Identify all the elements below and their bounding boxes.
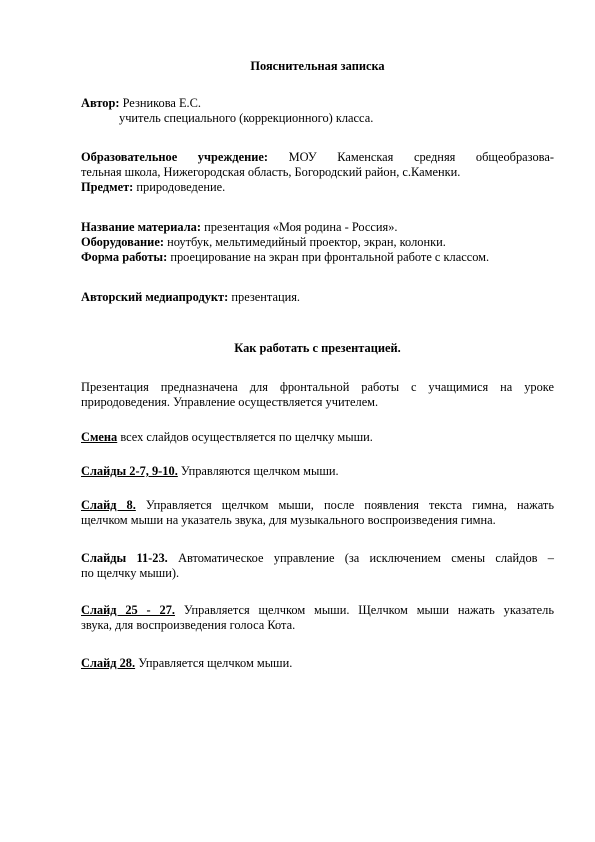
change-label: Смена xyxy=(81,430,118,444)
media-label: Авторский медиапродукт: xyxy=(81,290,229,304)
material-value: презентация «Моя родина - Россия». xyxy=(204,220,398,234)
page-title: Пояснительная записка xyxy=(250,59,385,73)
author-block xyxy=(81,96,554,126)
change-block xyxy=(81,430,554,445)
institution-value-1: МОУ Каменская средняя общеобразова- xyxy=(288,150,554,164)
slides-11-23-line1 xyxy=(81,551,554,566)
slide-8-label: Слайд 8. xyxy=(81,498,136,512)
author-line xyxy=(81,96,554,111)
slides-11-23-value-2: по щелчку мыши). xyxy=(81,566,180,580)
slides-2-10-value: Управляются щелчком мыши. xyxy=(180,464,339,478)
slides-11-23-block xyxy=(81,551,554,581)
slide-8-line1 xyxy=(81,498,554,513)
work-form-line xyxy=(81,250,554,265)
material-label: Название материала: xyxy=(81,220,201,234)
institution-value-2: тельная школа, Нижегородская область, Богородский район, с.Каменки. xyxy=(81,165,461,179)
institution-label: Образовательное учреждение: xyxy=(81,150,269,164)
material-line xyxy=(81,220,554,235)
slides-25-27-value-2: звука, для воспроизведения голоса Кота. xyxy=(81,618,296,632)
slides-25-27-block xyxy=(81,603,554,633)
equipment-label: Оборудование: xyxy=(81,235,164,249)
slides-2-10-label: Слайды 2-7, 9-10. xyxy=(81,464,178,478)
slides-2-10-block xyxy=(81,464,554,479)
intro-line1: Презентация предназначена для фронтальной работы с учащимися на уроке xyxy=(81,380,554,394)
subject-value: природоведение. xyxy=(136,180,226,194)
author-label: Автор: xyxy=(81,96,120,110)
media-block xyxy=(81,290,554,305)
equipment-value: ноутбук, мельтимедийный проектор, экран, колонки. xyxy=(167,235,446,249)
change-value: всех слайдов осуществляется по щелчку мыши. xyxy=(120,430,373,444)
slides-11-23-value-1: Автоматическое управление (за исключением смены слайдов – xyxy=(178,551,554,565)
author-position: учитель специального (коррекционного) класса. xyxy=(119,111,374,125)
slides-25-27-label: Слайд 25 - 27. xyxy=(81,603,175,617)
equipment-line xyxy=(81,235,554,250)
material-block xyxy=(81,220,554,265)
author-name: Резникова Е.С. xyxy=(122,96,202,110)
slides-11-23-label: Слайды 11-23. xyxy=(81,551,168,565)
media-line xyxy=(81,290,554,305)
section-title: Как работать с презентацией. xyxy=(234,341,401,355)
slides-25-27-line1 xyxy=(81,603,554,618)
document-page xyxy=(81,0,554,842)
media-value: презентация. xyxy=(231,290,301,304)
work-form-value: проецирование на экран при фронтальной работе с классом. xyxy=(170,250,490,264)
subject-label: Предмет: xyxy=(81,180,134,194)
intro-line2: природоведения. Управление осуществляется учителем. xyxy=(81,395,379,409)
work-form-label: Форма работы: xyxy=(81,250,168,264)
slide-8-value-2: щелчком мыши на указатель звука, для музыкального воспроизведения гимна. xyxy=(81,513,496,527)
slides-25-27-value-1: Управляется щелчком мыши. Щелчком мыши нажать указатель xyxy=(183,603,554,617)
intro-block xyxy=(81,380,554,410)
slide-28-label: Слайд 28. xyxy=(81,656,136,670)
institution-line1 xyxy=(81,150,554,165)
subject-line xyxy=(81,180,554,195)
slide-8-block xyxy=(81,498,554,528)
slide-8-value-1: Управляется щелчком мыши, после появления текста гимна, нажать xyxy=(145,498,554,512)
slide-28-block xyxy=(81,656,554,671)
slide-28-value: Управляется щелчком мыши. xyxy=(138,656,293,670)
institution-block xyxy=(81,150,554,195)
